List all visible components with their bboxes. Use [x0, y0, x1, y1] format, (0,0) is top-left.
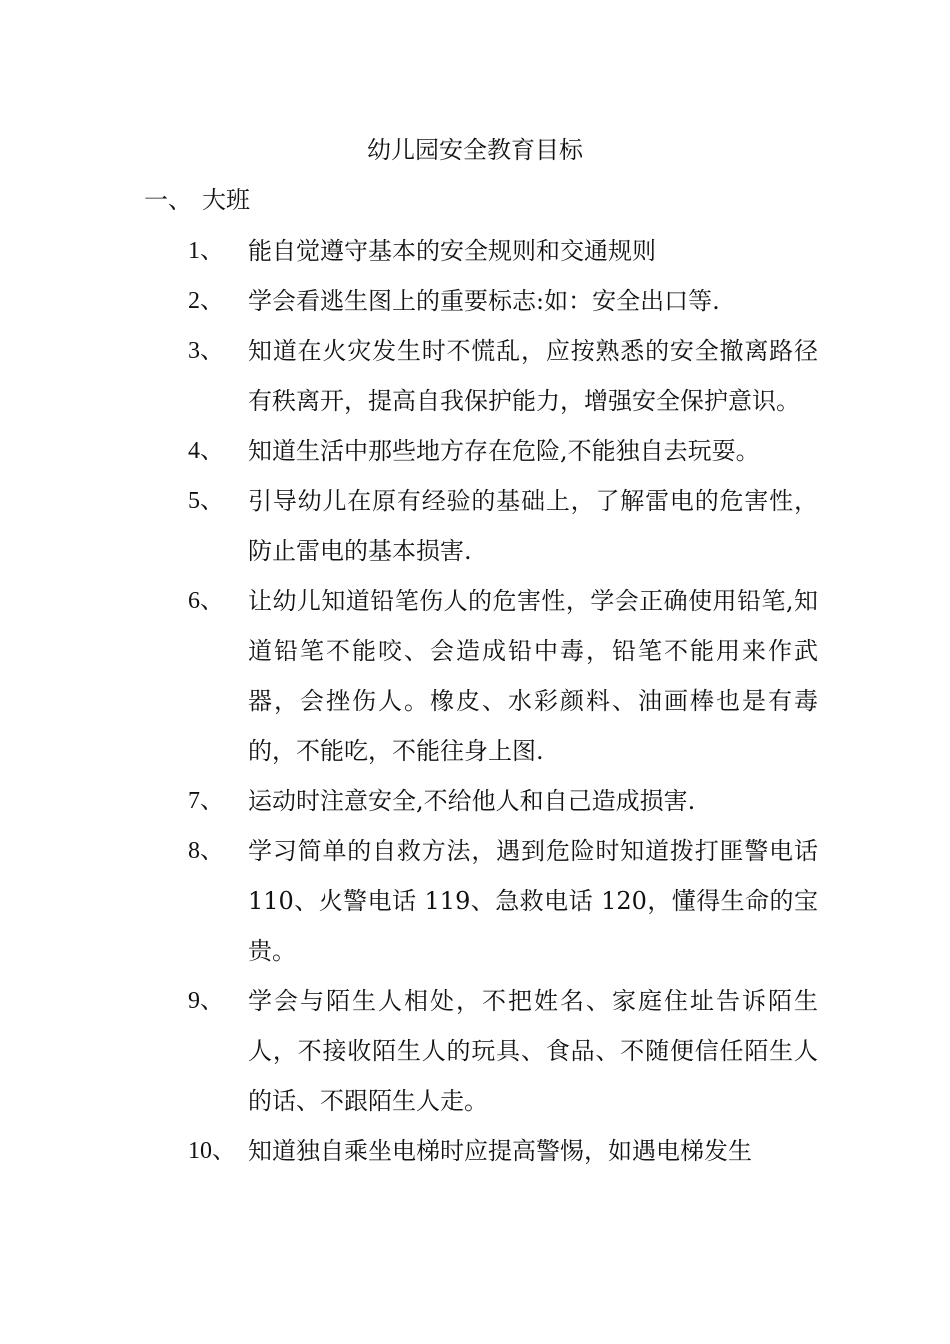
item-text: 让幼儿知道铅笔伤人的危害性，学会正确使用铅笔,知道铅笔不能咬、会造成铅中毒，铅笔不能用来作武器，会挫伤人。橡皮、水彩颜料、油画棒也是有毒的，不能吃，不能往身上图. [248, 587, 818, 765]
item-number: 8、 [188, 838, 224, 864]
item-text: 学习简单的自救方法，遇到危险时知道拨打匪警电话 110、火警电话 119、急救电话 120，懂得生命的宝贵。 [248, 837, 818, 965]
item-number: 10、 [188, 1138, 236, 1164]
list-item [188, 426, 818, 476]
item-number: 2、 [188, 288, 224, 314]
list-item [188, 1126, 818, 1176]
item-number: 6、 [188, 588, 224, 614]
item-number: 3、 [188, 338, 224, 364]
item-text: 知道在火灾发生时不慌乱，应按熟悉的安全撤离路径有秩离开，提高自我保护能力，增强安全保护意识。 [248, 337, 818, 415]
item-number: 1、 [188, 238, 224, 264]
item-text: 知道独自乘坐电梯时应提高警惕，如遇电梯发生 [248, 1137, 752, 1165]
document-title: 幼儿园安全教育目标 [367, 136, 583, 164]
item-number: 7、 [188, 788, 224, 814]
item-text: 知道生活中那些地方存在危险,不能独自去玩耍。 [248, 437, 760, 465]
item-number: 4、 [188, 438, 224, 464]
list-item [188, 826, 818, 976]
item-text: 能自觉遵守基本的安全规则和交通规则 [248, 237, 656, 265]
item-text: 引导幼儿在原有经验的基础上，了解雷电的危害性，防止雷电的基本损害. [248, 487, 818, 565]
list-item [188, 976, 818, 1126]
item-text: 运动时注意安全,不给他人和自己造成损害. [248, 787, 696, 815]
list-item [188, 226, 818, 276]
list-item [188, 476, 818, 576]
list-item [188, 776, 818, 826]
section-title: 大班 [202, 186, 250, 214]
list-item [188, 576, 818, 776]
item-text: 学会看逃生图上的重要标志:如：安全出口等. [248, 287, 720, 315]
item-text: 学会与陌生人相处，不把姓名、家庭住址告诉陌生人，不接收陌生人的玩具、食品、不随便信任陌生人的话、不跟陌生人走。 [248, 987, 818, 1115]
section-number: 一、 [144, 186, 192, 214]
goal-list [188, 226, 818, 1176]
section-heading [144, 178, 250, 222]
list-item [188, 326, 818, 426]
item-number: 5、 [188, 488, 224, 514]
item-number: 9、 [188, 988, 224, 1014]
list-item [188, 276, 818, 326]
